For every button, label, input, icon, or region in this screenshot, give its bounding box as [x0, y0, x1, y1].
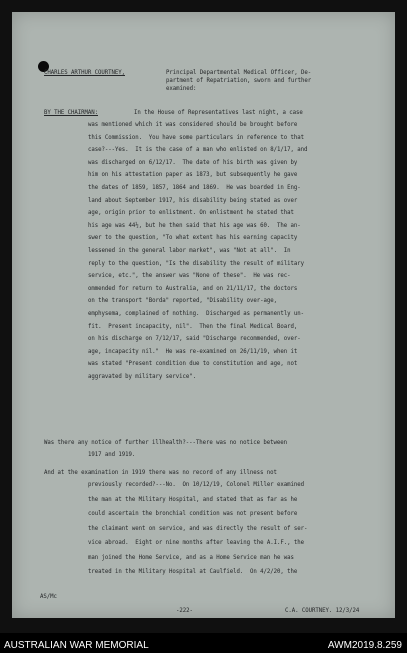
paragraph-line: lessened in the general labor market", was "Not at all". In — [88, 248, 291, 254]
caption-source: AUSTRALIAN WAR MEMORIAL — [4, 640, 149, 651]
paragraph-line: case?---Yes. It is the case of a man who enlisted on 8/1/17, and — [88, 147, 308, 154]
question-line: man joined the Home Service, and as a Home Service man he was — [88, 554, 294, 561]
question-line: the man at the Military Hospital, and stated that as far as he — [88, 496, 298, 503]
speaker-label: BY THE CHAIRMAN: — [44, 110, 98, 116]
question-line: the claimant went on service, and was directly the result of ser- — [88, 525, 308, 532]
paragraph-line: service, etc.", the answer was "None of these". He was rec- — [88, 273, 291, 280]
paragraph-line: In the House of Representatives last night, a case — [134, 110, 303, 116]
paragraph-line: fit. Present incapacity, nil". Then the final Medical Board, — [88, 323, 298, 330]
witness-role-line: partment of Repatriation, sworn and further — [166, 78, 312, 84]
paragraph-line: the dates of 1859, 1857, 1864 and 1869. He was boarded in Eng- — [88, 185, 301, 191]
witness-role-line: Principal Departmental Medical Officer, De- — [166, 70, 312, 76]
paragraph-line: him on his attestation paper as 1873, but subsequently he gave — [88, 172, 298, 179]
paragraph-line: his age was 44½, but he then said that his age was 60. The an- — [88, 222, 301, 229]
question-line: previously recorded?---No. On 10/12/19, Colonel Miller examined — [88, 482, 304, 488]
paragraph-line: age, origin prior to enlistment. On enlistment he stated that — [88, 210, 294, 217]
paragraph-line: reply to the question, "Is the disability the result of military — [88, 260, 304, 267]
question-line: Was there any notice of further illhealth?---There was no notice between — [44, 440, 287, 446]
paragraph-line: was discharged on 6/12/17. The date of his birth was given by — [88, 159, 298, 166]
question-line: treated in the Military Hospital at Caulfield. On 4/2/20, the — [88, 569, 298, 575]
paragraph-line: swer to the question, "To what extent has his earning capacity — [88, 235, 298, 242]
paragraph-line: on his discharge on 7/12/17, said "Discharge recommended, over- — [88, 336, 301, 343]
paragraph-line: was stated "Present condition due to constitution and age, not — [88, 361, 298, 368]
page-number: -222- — [176, 608, 193, 614]
paragraph-line: emphysema, complained of nothing. Discharged as permanently un- — [88, 311, 304, 317]
question-line: could ascertain the bronchial condition was not present before — [88, 511, 298, 517]
witness-name: CHARLES ARTHUR COURTNEY, — [44, 70, 125, 76]
question-line: And at the examination in 1919 there was no record of any illness not — [44, 470, 277, 476]
paragraph-line: aggravated by military service". — [88, 374, 196, 380]
paragraph-line: was mentioned which it was considered should be brought before — [88, 122, 298, 128]
signature-line: C.A. COURTNEY. 12/3/24 — [285, 608, 360, 614]
paragraph-line: land about September 1917, his disability being stated as over — [88, 197, 298, 204]
paragraph-line: on the transport "Borda" reported, "Disability over-age, — [88, 298, 277, 305]
witness-role-line: examined: — [166, 86, 197, 92]
paragraph-line: ommended for return to Australia, and on 21/11/17, the doctors — [88, 285, 298, 292]
typist-initials: AS/Mc — [40, 594, 57, 600]
caption-accession: AWM2019.8.259 — [327, 640, 402, 651]
paragraph-line: age, incapacity nil." He was re-examined on 26/11/19, when it — [88, 348, 298, 355]
paragraph-line: this Commission. You have some particulars in reference to that — [88, 134, 304, 141]
question-line: 1917 and 1919. — [88, 452, 136, 458]
question-line: vice abroad. Eight or nine months after leaving the A.I.F., the — [88, 540, 304, 546]
